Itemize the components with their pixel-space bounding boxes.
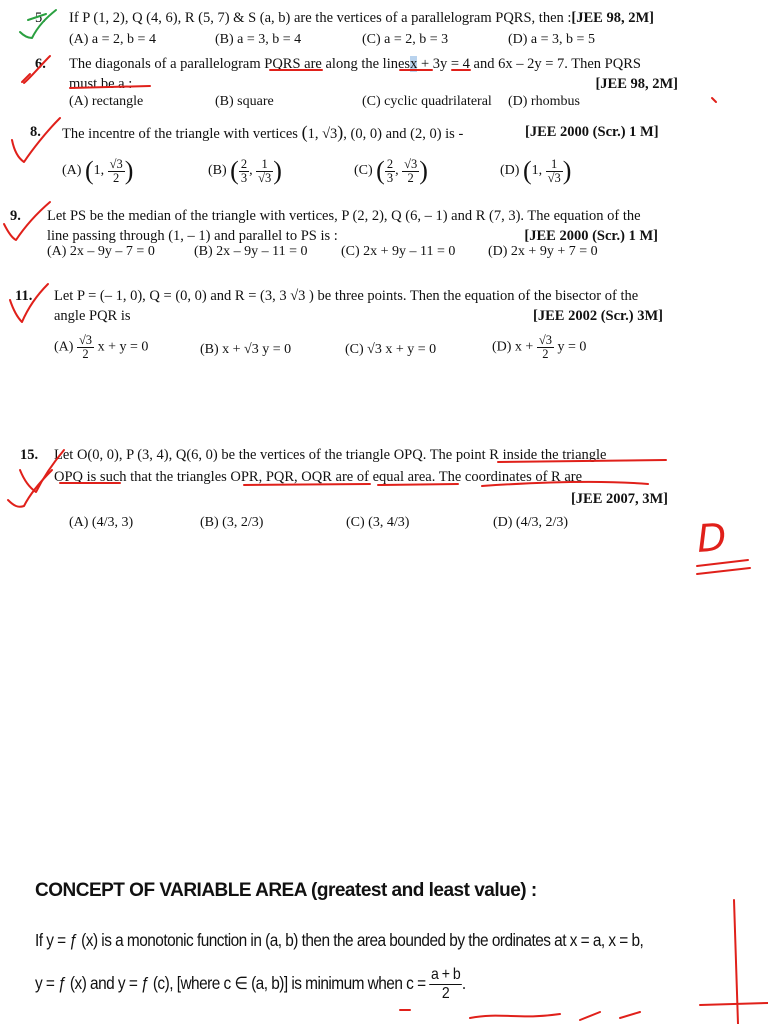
answer-underline-2 (697, 568, 750, 574)
q6-option-d: (D) rhombus (508, 94, 580, 109)
question-8-ref: [JEE 2000 (Scr.) 1 M] (525, 124, 659, 140)
q8-option-b: (B) ( $\frac{2}{3}$ , $\frac{1}{√3}$ ) (208, 156, 282, 185)
q11-option-a: (A) $\frac{√3}{2}$ x + y = 0 (54, 333, 149, 361)
concept-title: CONCEPT OF VARIABLE AREA (greatest and least value) : (35, 880, 537, 901)
question-number-15: 15. (20, 447, 39, 463)
q5-option-d: (D) a = 3, b = 5 (508, 32, 595, 47)
q5-option-c: (C) a = 2, b = 3 (362, 32, 449, 47)
margin-bracket (734, 900, 738, 1024)
q15-option-a: (A) (4/3, 3) (69, 515, 134, 530)
question-number-6: 6. (35, 56, 46, 72)
concept-line1: If y = ƒ (x) is a monotonic function in (a, b) then the area bounded by the ordinates at x = a, x = b, (35, 930, 644, 950)
question-6-text-line2: must be a : (69, 76, 133, 92)
q11-option-b: (B) x + √3 y = 0 (200, 342, 292, 357)
q9-option-c: (C) 2x + 9y – 11 = 0 (341, 244, 456, 259)
handwritten-answer: D (695, 515, 728, 561)
question-11-text: Let P = (– 1, 0), Q = (0, 0) and R = (3, 3 √3 ) be three points. Then the equation of the bisector of the (54, 288, 639, 304)
q5-option-a: (A) a = 2, b = 4 (69, 32, 156, 47)
concept-line2: y = ƒ (x) and y = ƒ (c), [where c ∈ (a, b)] is minimum when c = $\frac{a + b}{2}$ . (35, 966, 466, 1002)
q15-option-d: (D) (4/3, 2/3) (493, 515, 569, 530)
q8-option-c: (C) ( $\frac{2}{3}$ , $\frac{√3}{2}$ ) (354, 156, 428, 185)
q11-option-c: (C) √3 x + y = 0 (345, 342, 437, 357)
q6-option-a: (A) rectangle (69, 94, 144, 109)
question-6-ref: [JEE 98, 2M] (595, 76, 678, 92)
question-number-9: 9. (10, 208, 21, 224)
question-5-text: If P (1, 2), Q (4, 6), R (5, 7) & S (a, b) are the vertices of a parallelogram PQRS, then :[JEE 98, 2M] (69, 10, 654, 26)
question-11-text-line2: angle PQR is (54, 308, 131, 324)
question-6-text: The diagonals of a parallelogram PQRS are along the linesx + 3y = 4 and 6x – 2y = 7. Then PQRS (69, 56, 641, 72)
q6-tick (712, 98, 716, 102)
q9-option-d: (D) 2x + 9y + 7 = 0 (488, 244, 598, 259)
question-15-text-line2: OPQ is such that the triangles OPR, PQR, OQR are of equal area. The coordinates of R are (54, 469, 583, 485)
q11-option-d: (D) x + $\frac{√3}{2}$ y = 0 (492, 333, 587, 361)
question-5-ref: [JEE 98, 2M] (571, 10, 654, 26)
answer-underline (697, 560, 748, 566)
question-number-5: 5. (35, 10, 46, 26)
margin-bracket-foot (700, 1003, 768, 1005)
q6-option-c: (C) cyclic quadrilateral (362, 94, 492, 109)
q15-option-b: (B) (3, 2/3) (200, 515, 264, 530)
question-15-text: Let O(0, 0), P (3, 4), Q(6, 0) be the vertices of the triangle OPQ. The point R inside the triangle (54, 447, 607, 463)
question-9-ref: [JEE 2000 (Scr.) 1 M] (524, 228, 658, 244)
question-9-text: Let PS be the median of the triangle with vertices, P (2, 2), Q (6, – 1) and R (7, 3). The equation of the (47, 208, 641, 224)
q6-option-b: (B) square (215, 94, 274, 109)
q15-check-mark-2 (8, 470, 52, 507)
q8-option-a: (A) (1, $\frac{√3}{2}$ ) (62, 156, 134, 185)
question-9-text-line2: line passing through (1, – 1) and parallel to PS is : (47, 228, 338, 244)
question-number-8: 8. (30, 124, 41, 140)
question-number-11: 11. (15, 288, 33, 304)
q9-option-b: (B) 2x – 9y – 11 = 0 (194, 244, 308, 259)
q9-option-a: (A) 2x – 9y – 7 = 0 (47, 244, 155, 259)
q15-option-c: (C) (3, 4/3) (346, 515, 410, 530)
q8-option-d: (D) (1, $\frac{1}{√3}$ ) (500, 156, 572, 185)
question-15-ref: [JEE 2007, 3M] (570, 491, 668, 507)
question-8-text: The incentre of the triangle with vertices (1, √3), (0, 0) and (2, 0) is - (62, 122, 464, 142)
bottom-scribble (470, 1012, 640, 1020)
question-11-ref: [JEE 2002 (Scr.) 3M] (533, 308, 663, 324)
q5-option-b: (B) a = 3, b = 4 (215, 32, 302, 47)
